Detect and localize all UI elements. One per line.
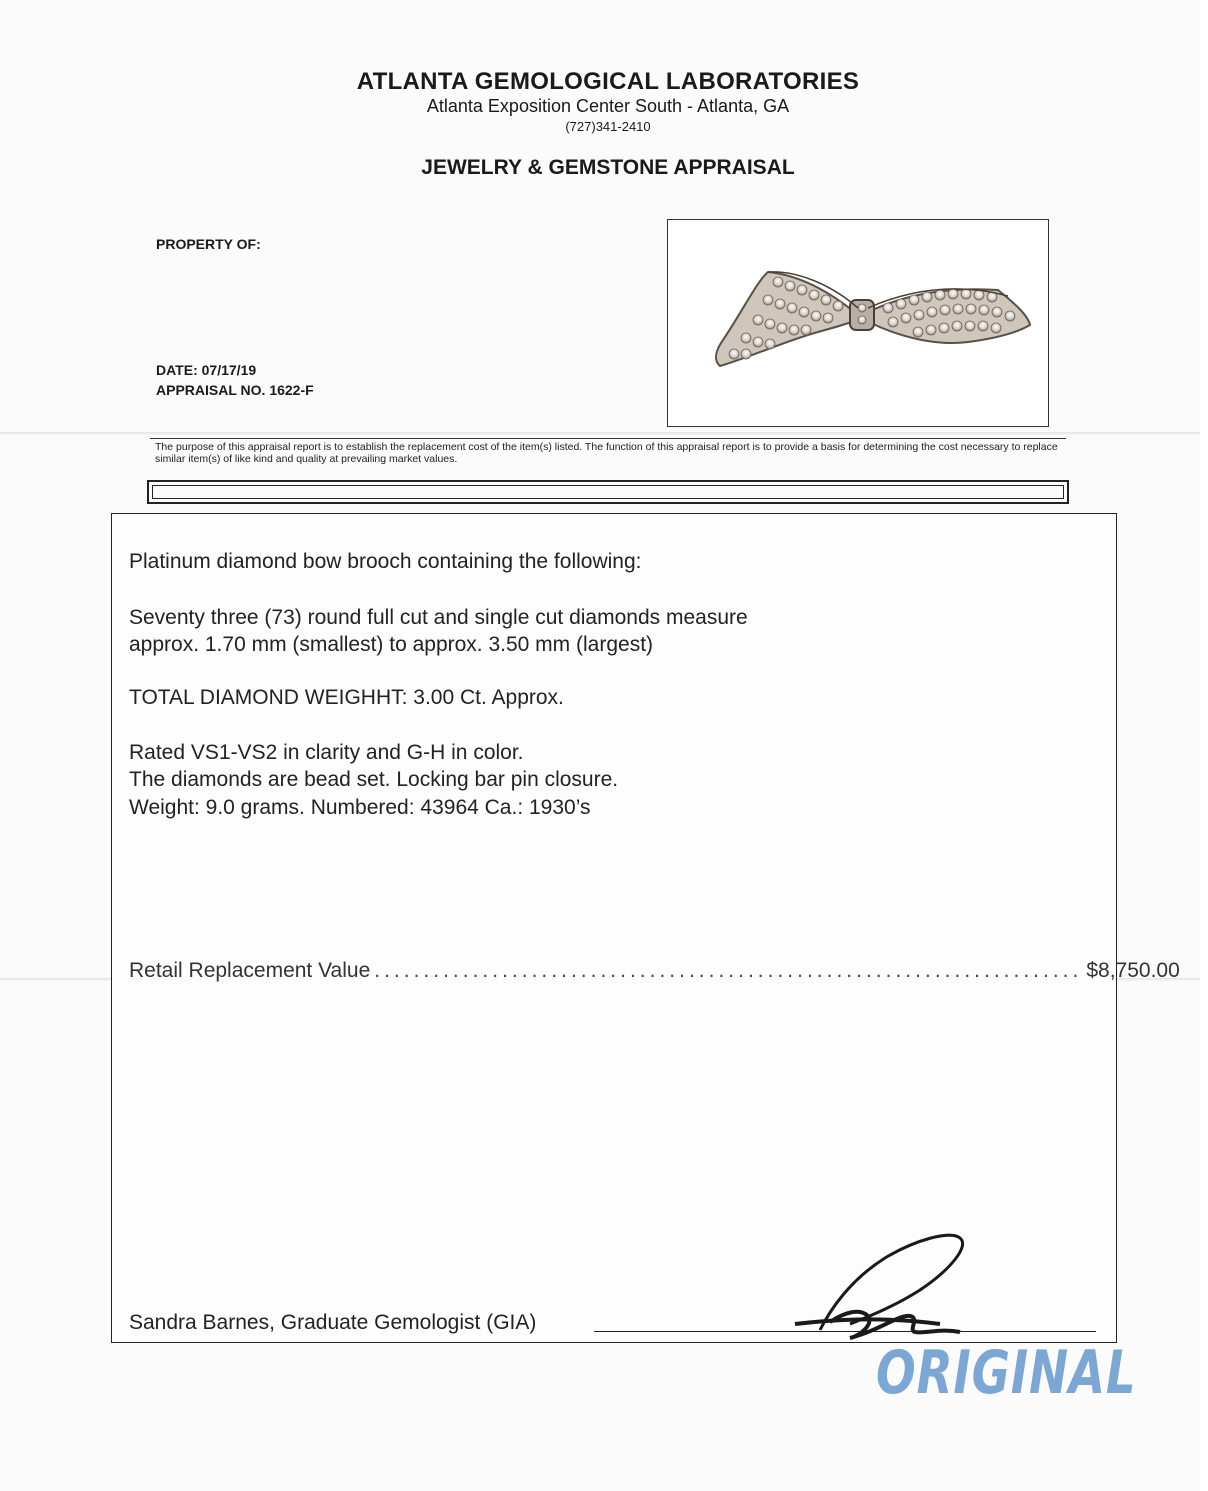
appraisal-number-value: 1622-F xyxy=(269,382,314,398)
date-value: 07/17/19 xyxy=(201,362,257,378)
divider xyxy=(150,438,1066,439)
retail-value-amount: $8,750.00 xyxy=(1086,959,1180,982)
description-stones-line-2: approx. 1.70 mm (smallest) to approx. 3.50 mm (largest) xyxy=(129,633,654,656)
paper-fold xyxy=(0,432,1200,435)
description-total-weight: TOTAL DIAMOND WEIGHHT: 3.00 Ct. Approx. xyxy=(129,686,564,709)
description-rating: Rated VS1-VS2 in clarity and G-H in color. xyxy=(129,741,524,764)
date-row xyxy=(156,362,256,378)
retail-value-label: Retail Replacement Value xyxy=(129,959,371,982)
description-box xyxy=(111,513,1180,1343)
description-intro: Platinum diamond bow brooch containing the following: xyxy=(129,550,642,573)
item-photo-frame xyxy=(667,219,1049,427)
lab-address: Atlanta Exposition Center South - Atlanta, GA xyxy=(426,96,790,116)
double-border-inner xyxy=(152,485,1064,499)
original-stamp: ORIGINAL xyxy=(876,1338,1137,1408)
appraiser-name: Sandra Barnes, Graduate Gemologist (GIA) xyxy=(129,1311,537,1334)
bow-brooch-photo xyxy=(668,220,1048,426)
disclaimer-text: The purpose of this appraisal report is to establish the replacement cost of the item(s) listed. The function of this appraisal report is to provide a basis for determining the cost necessary to replace similar item(s) of like kind and quality at prevailing market values. xyxy=(155,441,1058,465)
retail-value-row xyxy=(129,959,1180,983)
appraisal-number-row xyxy=(156,382,314,398)
date-label: DATE: xyxy=(156,362,198,378)
property-of-label: PROPERTY OF: xyxy=(156,236,261,252)
description-setting: The diamonds are bead set. Locking bar pin closure. xyxy=(129,768,619,791)
lab-phone: (727)341-2410 xyxy=(565,119,651,134)
appraisal-number-label: APPRAISAL NO. xyxy=(156,382,266,398)
description-stones-line-1: Seventy three (73) round full cut and single cut diamonds measure xyxy=(129,606,748,629)
dot-leader: ........................................................................ xyxy=(374,959,1083,982)
document-title: JEWELRY & GEMSTONE APPRAISAL xyxy=(421,156,795,179)
double-border-bar xyxy=(147,480,1069,504)
description-weight: Weight: 9.0 grams. Numbered: 43964 Ca.: 1930’s xyxy=(129,796,591,819)
lab-name: ATLANTA GEMOLOGICAL LABORATORIES xyxy=(356,68,860,95)
